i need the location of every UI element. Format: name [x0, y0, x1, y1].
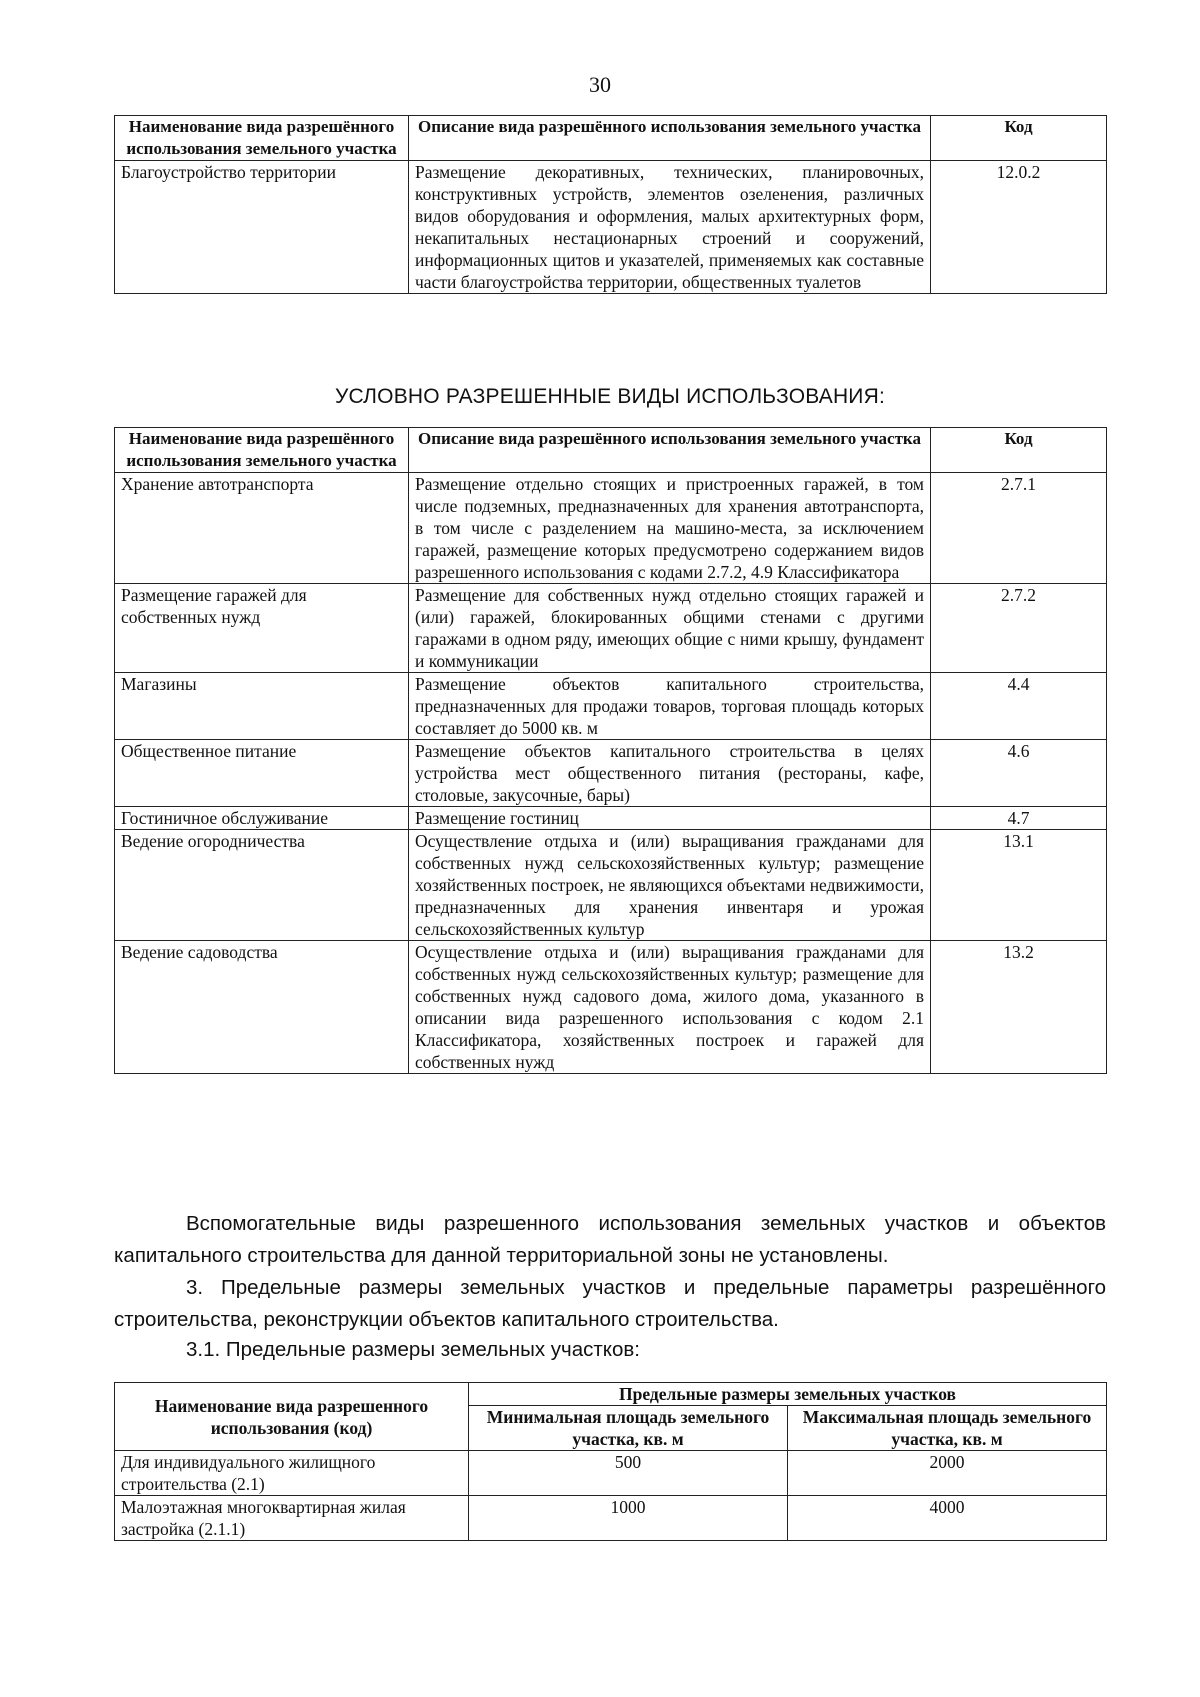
use-name: Магазины: [115, 673, 409, 740]
plot-sizes-paragraph: 3.1. Предельные размеры земельных участков:: [186, 1338, 640, 1361]
use-name: Для индивидуального жилищного строительства (2.1): [115, 1451, 469, 1496]
table-row: [115, 673, 1107, 740]
use-description: Размещение объектов капитального строительства в целях устройства мест общественного питания (рестораны, кафе, столовые, закусочные, бары): [409, 740, 931, 807]
use-description: Размещение отдельно стоящих и пристроенных гаражей, в том числе подземных, предназначенных для хранения автотранспорта, в том числе с разделением на машино-места, за исключением гаражей, размещение которых предусмотрено содержанием видов разрешенного использования с кодами 2.7.2, 4.9 Классификатора: [409, 473, 931, 584]
use-name: Ведение садоводства: [115, 941, 409, 1074]
use-code: 12.0.2: [931, 161, 1107, 294]
header-group: Предельные размеры земельных участков: [469, 1383, 1107, 1406]
max-area: 2000: [788, 1451, 1107, 1496]
use-code: 4.7: [931, 807, 1107, 830]
permitted-uses-table: [114, 115, 1107, 294]
use-name: Малоэтажная многоквартирная жилая застройка (2.1.1): [115, 1496, 469, 1541]
table-row: [115, 830, 1107, 941]
use-description: Размещение гостиниц: [409, 807, 931, 830]
plot-sizes-table: [114, 1382, 1107, 1541]
table-row: [115, 1496, 1107, 1541]
table-header-row: [115, 116, 1107, 161]
header-max-area: Максимальная площадь земельного участка, кв. м: [788, 1406, 1107, 1451]
use-description: Осуществление отдыха и (или) выращивания гражданами для собственных нужд сельскохозяйственных культур; размещение хозяйственных построек, не являющихся объектами недвижимости, предназначенных для хранения инвентаря и урожая сельскохозяйственных культур: [409, 830, 931, 941]
table-header-row: [115, 1383, 1107, 1406]
header-code: Код: [931, 116, 1107, 161]
use-description: Осуществление отдыха и (или) выращивания гражданами для собственных нужд сельскохозяйственных культур; размещение для собственных нужд садового дома, жилого дома, указанного в описании вида разрешенного использования с кодом 2.1 Классификатора, хозяйственных построек и гаражей для собственных нужд: [409, 941, 931, 1074]
use-name: Благоустройство территории: [115, 161, 409, 294]
table-row: [115, 807, 1107, 830]
header-name: Наименование вида разрешённого использования земельного участка: [115, 116, 409, 161]
table-header-row: [115, 428, 1107, 473]
max-area: 4000: [788, 1496, 1107, 1541]
header-min-area: Минимальная площадь земельного участка, кв. м: [469, 1406, 788, 1451]
use-code: 2.7.1: [931, 473, 1107, 584]
min-area: 500: [469, 1451, 788, 1496]
use-name: Общественное питание: [115, 740, 409, 807]
table-row: [115, 161, 1107, 294]
header-code: Код: [931, 428, 1107, 473]
table-row: [115, 740, 1107, 807]
limits-paragraph: 3. Предельные размеры земельных участков и предельные параметры разрешённого строительства, реконструкции объектов капитального строительства.: [114, 1276, 1106, 1331]
min-area: 1000: [469, 1496, 788, 1541]
use-code: 13.2: [931, 941, 1107, 1074]
use-name: Ведение огородничества: [115, 830, 409, 941]
table-row: [115, 1451, 1107, 1496]
table-row: [115, 584, 1107, 673]
use-name: Хранение автотранспорта: [115, 473, 409, 584]
conditional-uses-heading: УСЛОВНО РАЗРЕШЕННЫЕ ВИДЫ ИСПОЛЬЗОВАНИЯ:: [334, 385, 886, 408]
header-description: Описание вида разрешённого использования земельного участка: [409, 116, 931, 161]
header-name: Наименование вида разрешённого использования земельного участка: [115, 428, 409, 473]
use-code: 13.1: [931, 830, 1107, 941]
header-description: Описание вида разрешённого использования земельного участка: [409, 428, 931, 473]
use-description: Размещение декоративных, технических, планировочных, конструктивных устройств, элементов озеленения, различных видов оборудования и оформления, малых архитектурных форм, некапитальных нестационарных строений и сооружений, информационных щитов и указателей, применяемых как составные части благоустройства территории, общественных туалетов: [409, 161, 931, 294]
auxiliary-uses-paragraph: Вспомогательные виды разрешенного использования земельных участков и объектов капитального строительства для данной территориальной зоны не установлены.: [114, 1212, 1106, 1267]
use-code: 4.6: [931, 740, 1107, 807]
use-code: 2.7.2: [931, 584, 1107, 673]
page-number: 30: [589, 72, 611, 97]
conditional-uses-table: [114, 427, 1107, 1074]
table-row: [115, 941, 1107, 1074]
use-code: 4.4: [931, 673, 1107, 740]
table-row: [115, 473, 1107, 584]
use-name: Размещение гаражей для собственных нужд: [115, 584, 409, 673]
use-description: Размещение объектов капитального строительства, предназначенных для продажи товаров, торговая площадь которых составляет до 5000 кв. м: [409, 673, 931, 740]
use-description: Размещение для собственных нужд отдельно стоящих гаражей и (или) гаражей, блокированных общими стенами с другими гаражами в одном ряду, имеющих общие с ними крышу, фундамент и коммуникации: [409, 584, 931, 673]
header-name: Наименование вида разрешенного использования (код): [115, 1383, 469, 1451]
use-name: Гостиничное обслуживание: [115, 807, 409, 830]
